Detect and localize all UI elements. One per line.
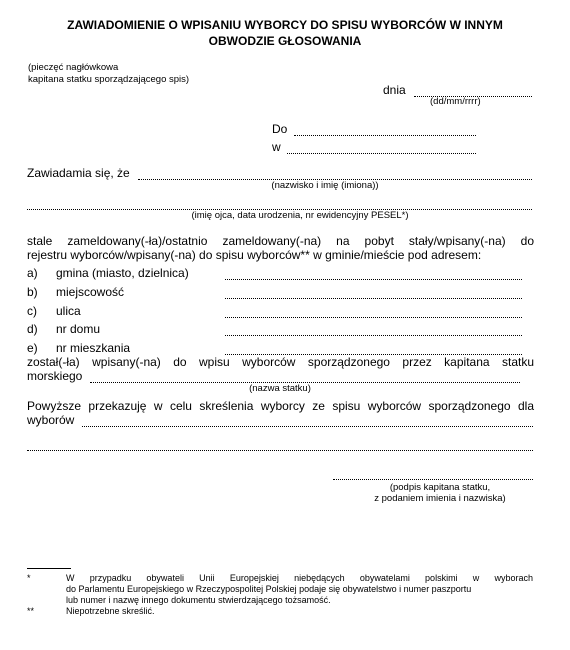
footnote2-mark: **: [27, 606, 35, 616]
form-title-line1: ZAWIADOMIENIE O WPISANIU WYBORCY DO SPISU WYBORCÓW W INNYM: [67, 18, 503, 32]
purpose-paragraph-line1: Powyższe przekazuję w celu skreślenia wyborcy ze spisu wyborców sporządzonego dla: [27, 399, 534, 413]
address-label-gmina: gmina (miasto, dzielnica): [56, 266, 189, 280]
address-label-miejscowosc: miejscowość: [56, 285, 125, 299]
address-label-nr-mieszkania: nr mieszkania: [56, 341, 131, 355]
signature-caption-line2: z podaniem imienia i nazwiska): [374, 493, 506, 504]
address-letter-a: a): [27, 266, 38, 280]
notify-label: Zawiadamia się, że: [27, 166, 130, 180]
ulica-field[interactable]: [225, 317, 522, 318]
address-letter-d: d): [27, 322, 38, 336]
footnote1-mark: *: [27, 573, 31, 583]
date-format-caption: (dd/mm/rrrr): [430, 96, 481, 107]
stamp-note-line2: kapitana statku sporządzającego spis): [28, 74, 190, 85]
ship-name-caption: (nazwa statku): [249, 383, 311, 394]
address-label-ulica: ulica: [56, 304, 81, 318]
name-caption: (nazwisko i imię (imiona)): [271, 180, 379, 191]
footnote1-line1: W przypadku obywateli Unii Europejskiej niebędących obywatelami polskimi w wyborach: [66, 573, 533, 583]
election-field[interactable]: [82, 426, 533, 427]
address-letter-e: e): [27, 341, 38, 355]
residence-paragraph-line1: stale zameldowany(-ła)/ostatnio zameldowany(-na) na pobyt stały/wpisany(-na) do: [27, 234, 534, 248]
form-title-line2: OBWODZIE GŁOSOWANIA: [208, 34, 362, 48]
gmina-field[interactable]: [225, 279, 522, 280]
date-label: dnia: [383, 83, 406, 97]
nr-domu-field[interactable]: [225, 335, 522, 336]
recipient-field[interactable]: [294, 135, 476, 136]
footnote-separator: [27, 568, 71, 569]
in-label: w: [272, 140, 281, 154]
ship-paragraph-line2: morskiego: [27, 369, 83, 383]
footnote2-text: Niepotrzebne skreślić.: [66, 606, 155, 616]
signature-caption-line1: (podpis kapitana statku,: [389, 482, 491, 493]
purpose-paragraph-line2: wyborów: [27, 413, 75, 427]
stamp-note-line1: (pieczęć nagłówkowa: [28, 62, 119, 73]
address-letter-c: c): [27, 304, 37, 318]
residence-paragraph-line2: rejestru wyborców/wpisany(-na) do spisu wyborców** w gminie/mieście pod adresem:: [27, 248, 482, 262]
footnote1-line2: do Parlamentu Europejskiego w Rzeczypospolitej Polskiej podaje się obywatelstwo i numer paszportu: [66, 584, 472, 594]
signature-field[interactable]: [333, 479, 533, 480]
miejscowosc-field[interactable]: [225, 298, 522, 299]
ship-paragraph-line1: został(-ła) wpisany(-na) do wpisu wyborców sporządzonego przez kapitana statku: [27, 355, 534, 369]
address-letter-b: b): [27, 285, 38, 299]
address-label-nr-domu: nr domu: [56, 322, 101, 336]
footnote1-line3: lub numer i nazwę innego dokumentu stwierdzającego tożsamość.: [66, 595, 331, 605]
recipient-place-field[interactable]: [287, 153, 476, 154]
father-dob-pesel-caption: (imię ojca, data urodzenia, nr ewidencyjny PESEL*): [191, 210, 409, 221]
to-label: Do: [272, 122, 288, 136]
election-field-continued[interactable]: [27, 450, 533, 451]
